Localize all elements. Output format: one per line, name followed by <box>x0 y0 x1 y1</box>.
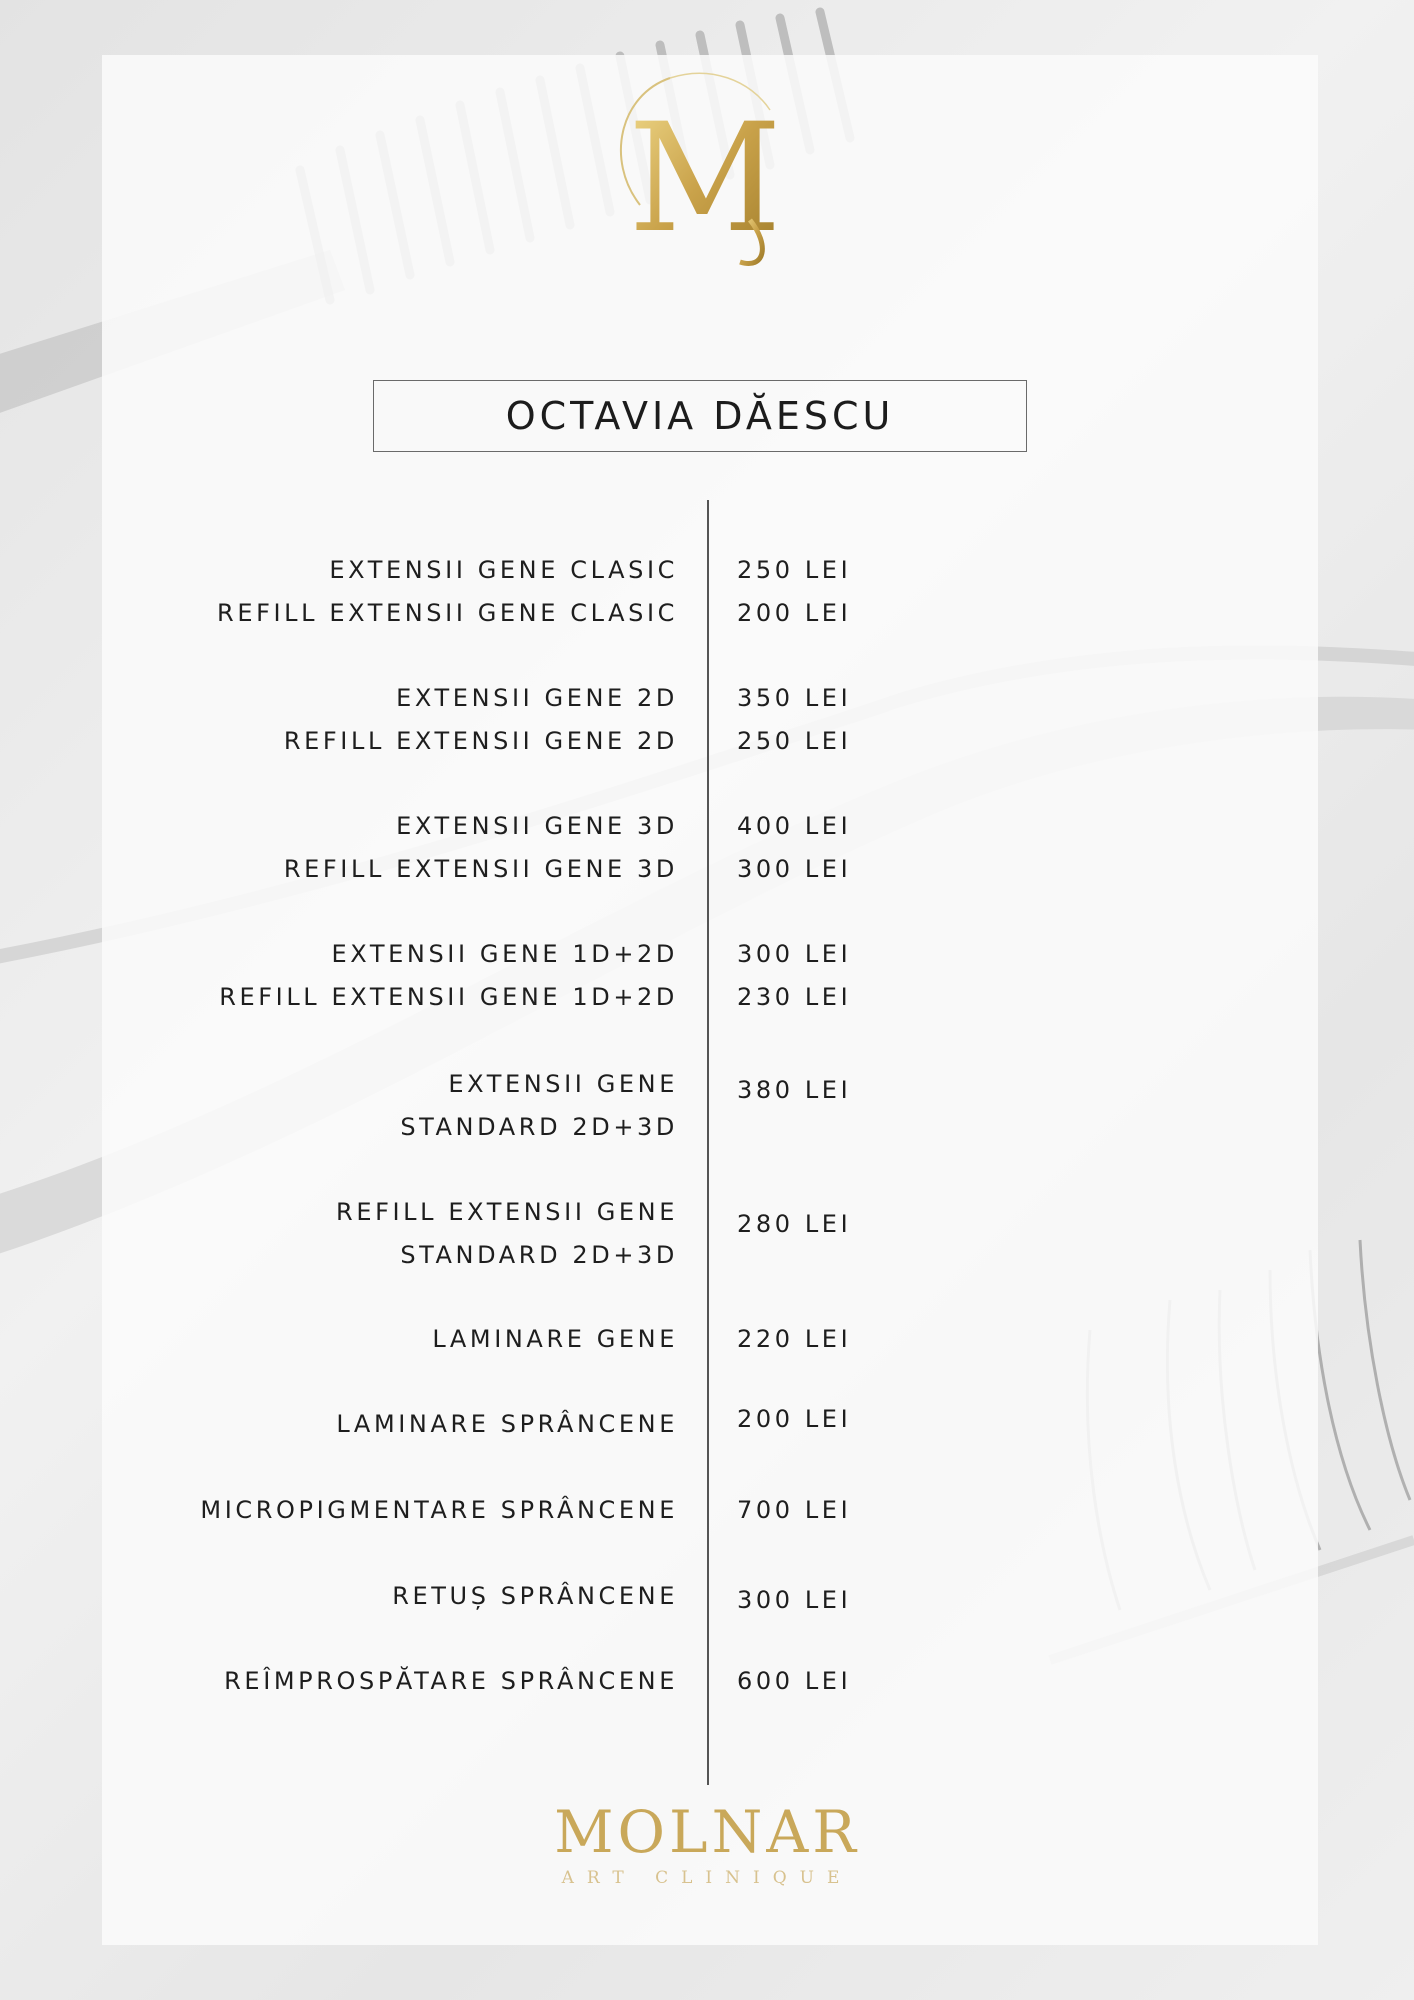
service-price: 300 LEI <box>737 1586 852 1614</box>
service-name <box>224 1660 678 1703</box>
service-price: 230 LEI <box>737 983 852 1011</box>
service-line: REFILL EXTENSII GENE 2D <box>283 727 678 755</box>
brand-logo <box>507 1800 907 1890</box>
service-line: REFILL EXTENSII GENE 1D+2D <box>219 983 678 1011</box>
service-line: EXTENSII GENE CLASIC <box>329 556 678 584</box>
service-name <box>219 976 678 1019</box>
service-line: LAMINARE GENE <box>432 1325 678 1353</box>
service-name <box>336 1191 678 1277</box>
monogram-logo <box>600 70 810 275</box>
service-price: 250 LEI <box>737 727 852 755</box>
service-line: STANDARD 2D+3D <box>400 1113 678 1141</box>
service-name <box>336 1403 678 1446</box>
service-price: 280 LEI <box>737 1210 852 1238</box>
service-price: 200 LEI <box>737 1405 852 1433</box>
service-name <box>332 933 679 976</box>
specialist-name-box <box>373 380 1027 452</box>
service-price: 400 LEI <box>737 812 852 840</box>
service-price: 300 LEI <box>737 940 852 968</box>
service-name <box>217 592 678 635</box>
service-name <box>329 549 678 592</box>
service-price: 200 LEI <box>737 599 852 627</box>
service-line: REFILL EXTENSII GENE CLASIC <box>217 599 678 627</box>
service-line: EXTENSII GENE 2D <box>396 684 678 712</box>
service-line: REFILL EXTENSII GENE 3D <box>283 855 678 883</box>
brand-tagline: ART CLINIQUE <box>561 1868 853 1888</box>
service-price: 700 LEI <box>737 1496 852 1524</box>
service-line: EXTENSII GENE 1D+2D <box>331 940 678 968</box>
service-price: 380 LEI <box>737 1076 852 1104</box>
service-line: REFILL EXTENSII GENE <box>336 1198 678 1226</box>
specialist-name: OCTAVIA DĂESCU <box>505 394 895 438</box>
service-price: 600 LEI <box>737 1667 852 1695</box>
service-price: 350 LEI <box>737 684 852 712</box>
column-divider <box>707 500 709 1785</box>
service-line: MICROPIGMENTARE SPRÂNCENE <box>200 1496 678 1524</box>
service-line: STANDARD 2D+3D <box>400 1241 678 1269</box>
service-price: 250 LEI <box>737 556 852 584</box>
service-name <box>284 848 678 891</box>
service-line: LAMINARE SPRÂNCENE <box>336 1410 678 1438</box>
service-line: REÎMPROSPĂTARE SPRÂNCENE <box>224 1667 678 1695</box>
service-line: EXTENSII GENE <box>448 1070 678 1098</box>
service-name <box>284 720 678 763</box>
svg-text:M: M <box>628 92 782 266</box>
service-name <box>396 805 678 848</box>
service-name <box>392 1575 678 1618</box>
service-price: 300 LEI <box>737 855 852 883</box>
service-price: 220 LEI <box>737 1325 852 1353</box>
service-line: EXTENSII GENE 3D <box>396 812 678 840</box>
brand-name: MOLNAR <box>554 1798 860 1866</box>
service-name <box>400 1063 678 1149</box>
service-name <box>432 1318 678 1361</box>
service-name <box>200 1489 678 1532</box>
service-line: RETUȘ SPRÂNCENE <box>392 1582 678 1610</box>
service-name <box>396 677 678 720</box>
